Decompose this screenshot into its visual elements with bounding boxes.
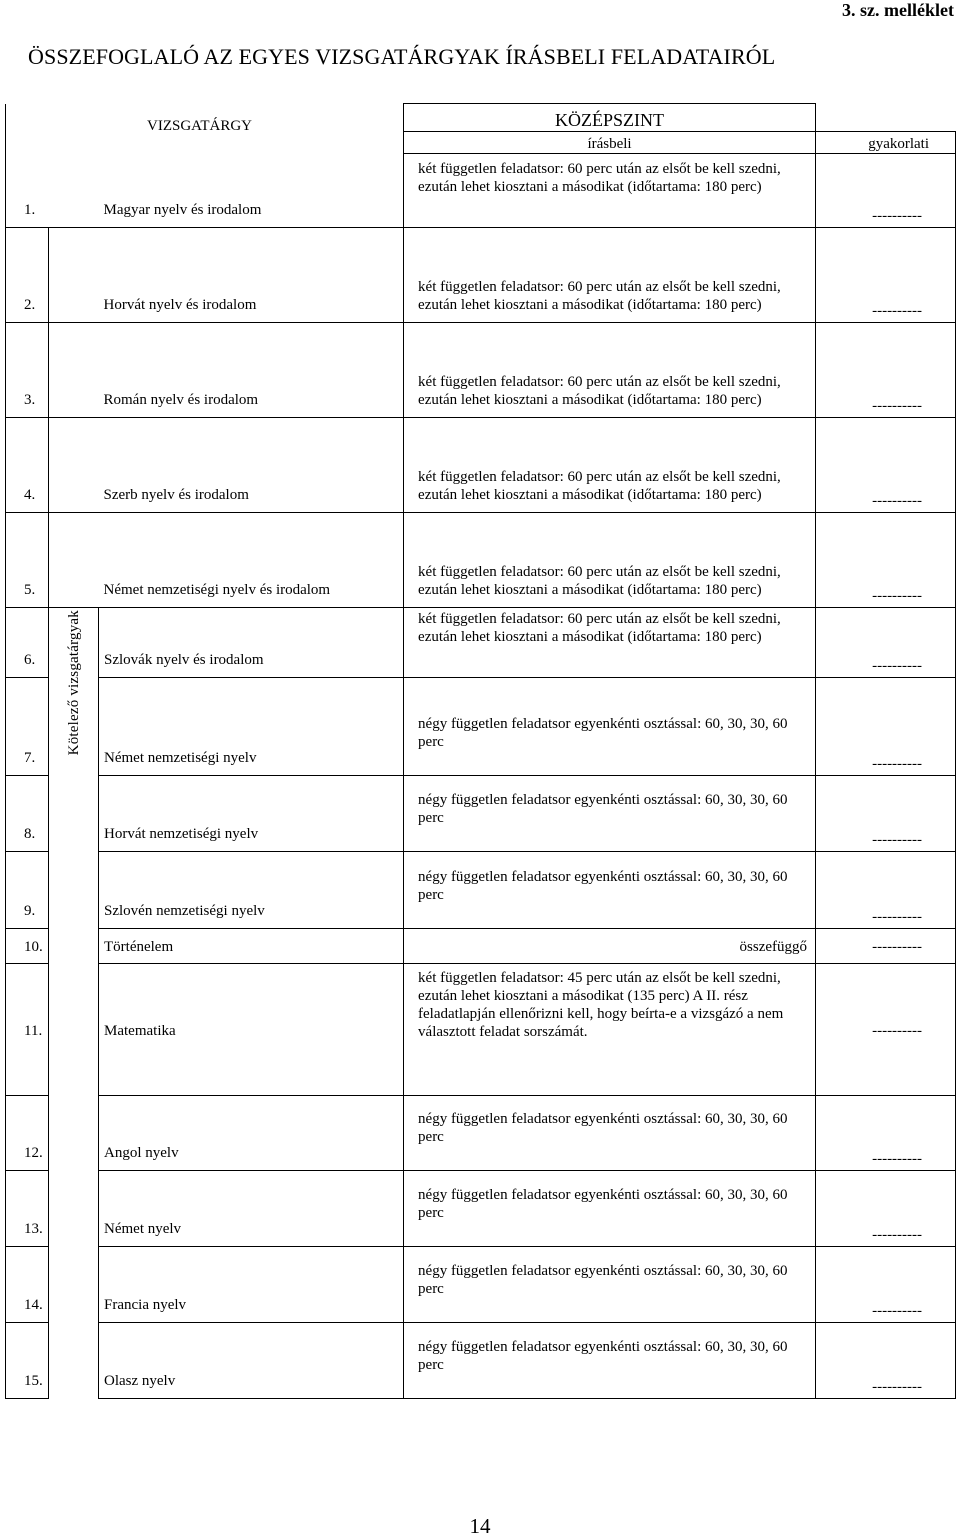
subject-name: Német nyelv xyxy=(99,1171,404,1247)
subject-name: Német nemzetiségi nyelv xyxy=(99,678,404,776)
table-row xyxy=(6,228,956,323)
header-row-level xyxy=(6,104,956,132)
subject-name: Magyar nyelv és irodalom xyxy=(99,154,404,228)
practical-exam-info: ---------- xyxy=(816,418,956,513)
row-number: 2. xyxy=(6,228,49,323)
table-row xyxy=(6,776,956,852)
written-exam-info: négy független feladatsor egyenkénti osztással: 60, 30, 30, 60 perc xyxy=(404,1247,816,1323)
page-number: 14 xyxy=(469,1514,491,1538)
row-number: 4. xyxy=(6,418,49,513)
table-row xyxy=(6,418,956,513)
subject-name: Szerb nyelv és irodalom xyxy=(99,418,404,513)
subject-name: Történelem xyxy=(99,929,404,964)
exam-summary-table xyxy=(5,103,956,1399)
written-exam-info: négy független feladatsor egyenkénti osztással: 60, 30, 30, 60 perc xyxy=(404,1096,816,1171)
subject-name: Francia nyelv xyxy=(99,1247,404,1323)
practical-exam-info: ---------- xyxy=(816,1171,956,1247)
row-number: 5. xyxy=(6,513,49,608)
subject-name: Angol nyelv xyxy=(99,1096,404,1171)
table-row xyxy=(6,1171,956,1247)
subject-name: Horvát nyelv és irodalom xyxy=(99,228,404,323)
practical-exam-info: ---------- xyxy=(816,929,956,964)
table-row xyxy=(6,852,956,929)
table-row xyxy=(6,964,956,1096)
row-number: 14. xyxy=(6,1247,49,1323)
written-col-header-cell xyxy=(404,132,816,154)
table-row xyxy=(6,154,956,228)
practical-exam-info: ---------- xyxy=(816,154,956,228)
row-number: 8. xyxy=(6,776,49,852)
row-number: 6. xyxy=(6,608,49,678)
written-exam-info: négy független feladatsor egyenkénti osztással: 60, 30, 30, 60 perc xyxy=(404,776,816,852)
subject-name: Matematika xyxy=(99,964,404,1096)
written-exam-info: két független feladatsor: 60 perc után az elsőt be kell szedni, ezután lehet kiosztani a másodikat (időtartama: 180 perc) xyxy=(404,608,816,678)
practical-exam-info: ---------- xyxy=(816,513,956,608)
row-number: 13. xyxy=(6,1171,49,1247)
row-number: 12. xyxy=(6,1096,49,1171)
table-row xyxy=(6,1096,956,1171)
written-col-header: írásbeli xyxy=(587,136,632,152)
practical-exam-info: ---------- xyxy=(816,964,956,1096)
table-row xyxy=(6,513,956,608)
practical-exam-info: ---------- xyxy=(816,608,956,678)
level-header-cell xyxy=(404,104,816,132)
practical-exam-info: ---------- xyxy=(816,776,956,852)
written-exam-info: két független feladatsor: 60 perc után az elsőt be kell szedni, ezután lehet kiosztani a másodikat (időtartama: 180 perc) xyxy=(404,228,816,323)
category-label: Kötelező vizsgatárgyak xyxy=(65,610,82,756)
written-exam-info: négy független feladatsor egyenkénti osztással: 60, 30, 30, 60 perc xyxy=(404,852,816,929)
practical-exam-info: ---------- xyxy=(816,228,956,323)
practical-exam-info: ---------- xyxy=(816,323,956,418)
page-title: ÖSSZEFOGLALÓ AZ EGYES VIZSGATÁRGYAK ÍRÁSBELI FELADATAIRÓL xyxy=(28,44,776,69)
written-exam-info: négy független feladatsor egyenkénti osztással: 60, 30, 30, 60 perc xyxy=(404,1171,816,1247)
practical-col-header: gyakorlati xyxy=(868,136,930,152)
annex-label: 3. sz. melléklet xyxy=(842,0,954,20)
row-number: 15. xyxy=(6,1323,49,1399)
table-row xyxy=(6,608,956,678)
table-row xyxy=(6,678,956,776)
practical-exam-info: ---------- xyxy=(816,1247,956,1323)
written-exam-info: két független feladatsor: 60 perc után az elsőt be kell szedni, ezután lehet kiosztani a másodikat (időtartama: 180 perc) xyxy=(404,323,816,418)
level-header: KÖZÉPSZINT xyxy=(555,110,665,130)
written-exam-info: két független feladatsor: 60 perc után az elsőt be kell szedni, ezután lehet kiosztani a másodikat (időtartama: 180 perc) xyxy=(404,154,816,228)
subject-name: Olasz nyelv xyxy=(99,1323,404,1399)
subject-name: Német nemzetiségi nyelv és irodalom xyxy=(99,513,404,608)
written-exam-info: négy független feladatsor egyenkénti osztással: 60, 30, 30, 60 perc xyxy=(404,678,816,776)
row-number: 7. xyxy=(6,678,49,776)
written-exam-info: négy független feladatsor egyenkénti osztással: 60, 30, 30, 60 perc xyxy=(404,1323,816,1399)
table-row xyxy=(6,1247,956,1323)
table-row xyxy=(6,929,956,964)
practical-exam-info: ---------- xyxy=(816,678,956,776)
practical-exam-info: ---------- xyxy=(816,852,956,929)
practical-exam-info: ---------- xyxy=(816,1096,956,1171)
row-number: 3. xyxy=(6,323,49,418)
subject-name: Szlovén nemzetiségi nyelv xyxy=(99,852,404,929)
subject-name: Szlovák nyelv és irodalom xyxy=(99,608,404,678)
table-row xyxy=(6,1323,956,1399)
subject-name: Horvát nemzetiségi nyelv xyxy=(99,776,404,852)
written-exam-info: két független feladatsor: 45 perc után az elsőt be kell szedni, ezután lehet kiosztani a másodikat (135 perc) A II. rész feladatlapján ellenőrizni kell, hogy beírta-e a vizsgázó a nem választott feladat sorszámát. xyxy=(404,964,816,1096)
practical-col-header-cell xyxy=(816,132,956,154)
row-number: 1. xyxy=(6,154,49,228)
subject-name: Román nyelv és irodalom xyxy=(99,323,404,418)
row-number: 11. xyxy=(6,964,49,1096)
subject-col-header-cell xyxy=(6,104,404,154)
row-number: 9. xyxy=(6,852,49,929)
practical-exam-info: ---------- xyxy=(816,1323,956,1399)
category-cell xyxy=(49,608,99,1400)
written-exam-info: két független feladatsor: 60 perc után az elsőt be kell szedni, ezután lehet kiosztani a másodikat (időtartama: 180 perc) xyxy=(404,513,816,608)
written-exam-info: két független feladatsor: 60 perc után az elsőt be kell szedni, ezután lehet kiosztani a másodikat (időtartama: 180 perc) xyxy=(404,418,816,513)
written-exam-info: összefüggő xyxy=(404,929,816,964)
row-number: 10. xyxy=(6,929,49,964)
table-row xyxy=(6,323,956,418)
subject-col-header: VIZSGATÁRGY xyxy=(147,117,253,134)
